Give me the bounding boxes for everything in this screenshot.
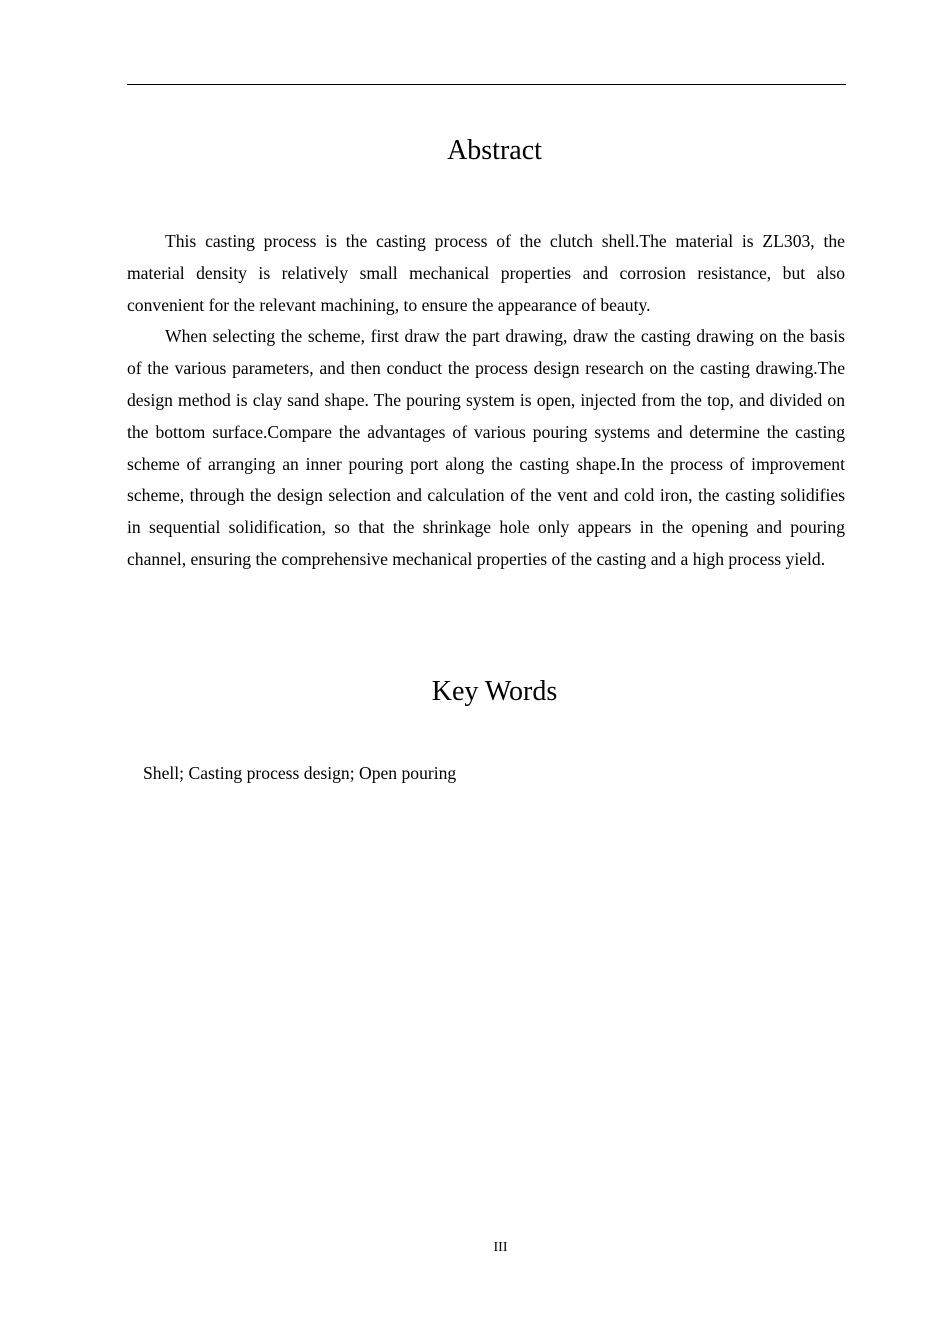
keywords-title: Key Words — [431, 676, 558, 707]
abstract-paragraph: This casting process is the casting process of the clutch shell.The material is ZL303, the material density is relatively small mechanical properties and corrosion resistance, but also convenient for the relevant machining, to ensure the appearance of beauty. — [127, 231, 845, 315]
keywords-text: Shell; Casting process design; Open pouring — [143, 763, 457, 783]
abstract-paragraph: When selecting the scheme, first draw the part drawing, draw the casting drawing on the basis of the various parameters, and then conduct the process design research on the casting drawing.The design method is clay sand shape. The pouring system is open, injected from the top, and divided on the bottom surface.Compare the advantages of various pouring systems and determine the casting scheme of arranging an inner pouring port along the casting shape.In the process of improvement scheme, through the design selection and calculation of the vent and cold iron, the casting solidifies in sequential solidification, so that the shrinkage hole only appears in the opening and pouring channel, ensuring the comprehensive mechanical properties of the casting and a high process yield. — [127, 326, 845, 569]
abstract-body — [127, 226, 845, 576]
page-number: III — [493, 1240, 508, 1255]
abstract-title: Abstract — [447, 135, 542, 166]
header-rule — [127, 84, 846, 85]
